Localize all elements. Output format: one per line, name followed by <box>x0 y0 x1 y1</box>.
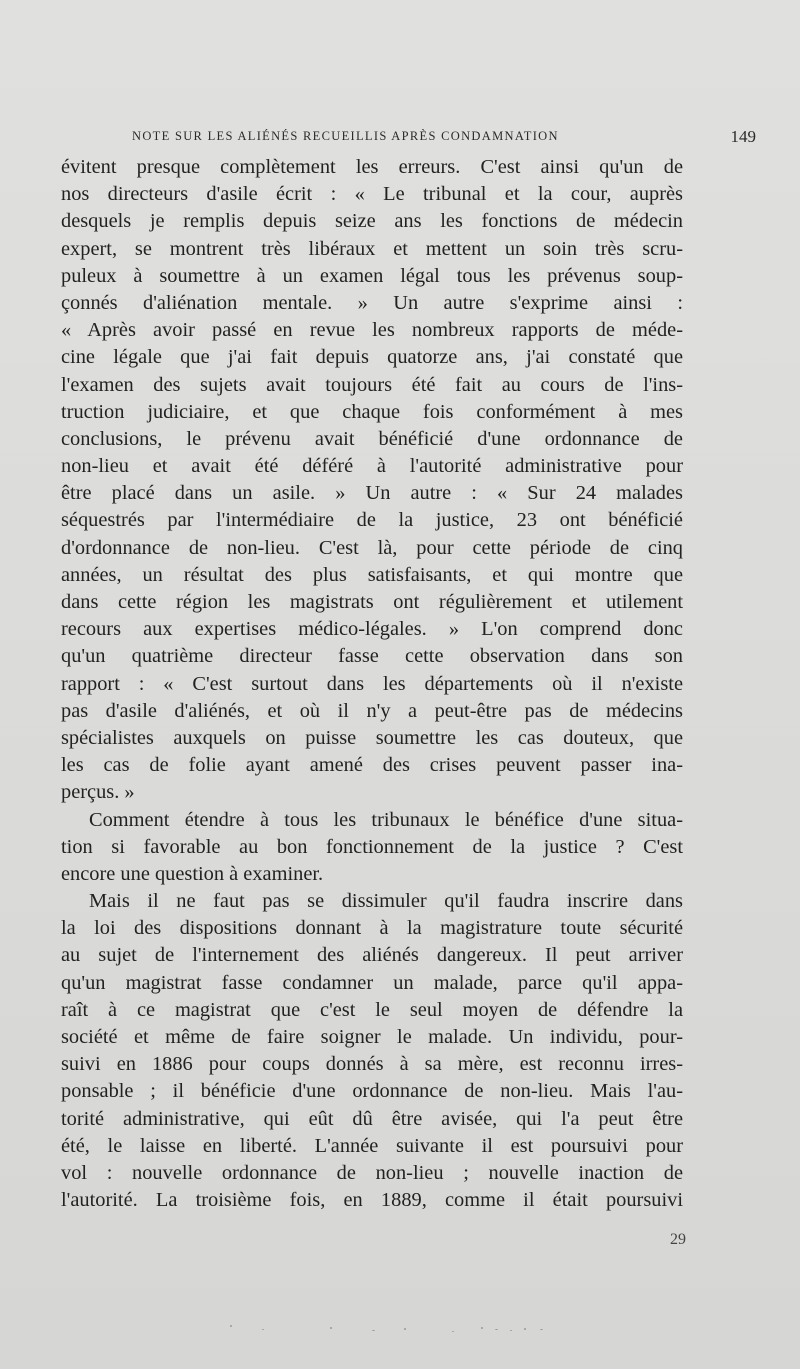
text-line: pas d'asile d'aliénés, et où il n'y a peut-être pas de médecins <box>61 699 683 722</box>
text-line: cine légale que j'ai fait depuis quatorze ans, j'ai constaté que <box>61 346 683 369</box>
print-speck <box>452 1331 454 1332</box>
text-line: truction judiciaire, et que chaque fois conformément à mes <box>61 400 683 423</box>
text-line: raît à ce magistrat que c'est le seul moyen de défendre la <box>61 998 683 1021</box>
text-line: vol : nouvelle ordonnance de non-lieu ; nouvelle inaction de <box>61 1161 683 1184</box>
text-line: l'autorité. La troisième fois, en 1889, comme il était poursuivi <box>61 1189 683 1212</box>
text-line: non-lieu et avait été déféré à l'autorité administrative pour <box>61 455 683 478</box>
text-line: d'ordonnance de non-lieu. C'est là, pour cette période de cinq <box>61 536 683 559</box>
signature-mark: 29 <box>670 1231 686 1248</box>
text-line: spécialistes auxquels on puisse soumettre les cas douteux, que <box>61 726 683 749</box>
text-line: tion si favorable au bon fonctionnement de la justice ? C'est <box>61 835 683 858</box>
text-line: été, le laisse en liberté. L'année suivante il est poursuivi pour <box>61 1134 683 1157</box>
text-line: séquestrés par l'intermédiaire de la justice, 23 ont bénéficié <box>61 509 683 532</box>
print-speck <box>495 1329 498 1330</box>
print-speck <box>230 1325 232 1327</box>
text-line: société et même de faire soigner le malade. Un individu, pour- <box>61 1026 683 1048</box>
text-line: suivi en 1886 pour coups donnés à sa mère, est reconnu irres- <box>61 1053 683 1076</box>
text-line: au sujet de l'internement des aliénés dangereux. Il peut arriver <box>61 944 683 967</box>
print-speck <box>524 1328 526 1330</box>
text-line: expert, se montrent très libéraux et mettent un soin très scru- <box>61 237 683 260</box>
text-line: recours aux expertises médico-légales. » L'on comprend donc <box>61 618 683 641</box>
text-line: encore une question à examiner. <box>61 862 324 885</box>
text-line: Mais il ne faut pas se dissimuler qu'il faudra inscrire dans <box>89 890 683 913</box>
text-line: desquels je remplis depuis seize ans les fonctions de médecin <box>61 210 683 233</box>
text-line: perçus. » <box>61 781 135 804</box>
text-line: nos directeurs d'asile écrit : « Le tribunal et la cour, auprès <box>61 183 683 206</box>
running-title: NOTE SUR LES ALIÉNÉS RECUEILLIS APRÈS CONDAMNATION <box>132 129 559 143</box>
print-speck <box>262 1329 264 1330</box>
text-line: années, un résultat des plus satisfaisants, et qui montre que <box>61 563 683 586</box>
print-speck <box>510 1330 512 1331</box>
text-line: qu'un magistrat fasse condamner un malade, parce qu'il appa- <box>61 971 683 994</box>
text-line: çonnés d'aliénation mentale. » Un autre s'exprime ainsi : <box>61 291 683 314</box>
text-line: l'examen des sujets avait toujours été fait au cours de l'ins- <box>61 373 683 396</box>
running-header <box>0 127 800 153</box>
text-line: les cas de folie ayant amené des crises peuvent passer ina- <box>61 754 683 777</box>
text-line: la loi des dispositions donnant à la magistrature toute sécurité <box>61 917 683 940</box>
text-line: puleux à soumettre à un examen légal tous les prévenus soup- <box>61 264 683 287</box>
text-line: qu'un quatrième directeur fasse cette observation dans son <box>61 645 683 668</box>
text-line: être placé dans un asile. » Un autre : « Sur 24 malades <box>61 482 683 505</box>
print-speck <box>404 1328 406 1330</box>
print-speck <box>481 1327 483 1329</box>
print-speck <box>330 1327 332 1329</box>
print-speck <box>372 1330 375 1331</box>
print-speck <box>540 1329 543 1330</box>
text-line: évitent presque complètement les erreurs. C'est ainsi qu'un de <box>61 156 683 178</box>
text-line: dans cette région les magistrats ont régulièrement et utilement <box>61 591 683 613</box>
text-line: « Après avoir passé en revue les nombreux rapports de méde- <box>61 319 683 342</box>
text-line: torité administrative, qui eût dû être avisée, qui l'a peut être <box>61 1107 683 1130</box>
page-number: 149 <box>730 127 756 146</box>
text-line: conclusions, le prévenu avait bénéficié d'une ordonnance de <box>61 427 683 450</box>
text-line: ponsable ; il bénéficie d'une ordonnance de non-lieu. Mais l'au- <box>61 1080 683 1103</box>
body-text <box>61 154 683 1214</box>
text-line: Comment étendre à tous les tribunaux le bénéfice d'une situa- <box>89 808 683 831</box>
text-line: rapport : « C'est surtout dans les départements où il n'existe <box>61 672 683 695</box>
